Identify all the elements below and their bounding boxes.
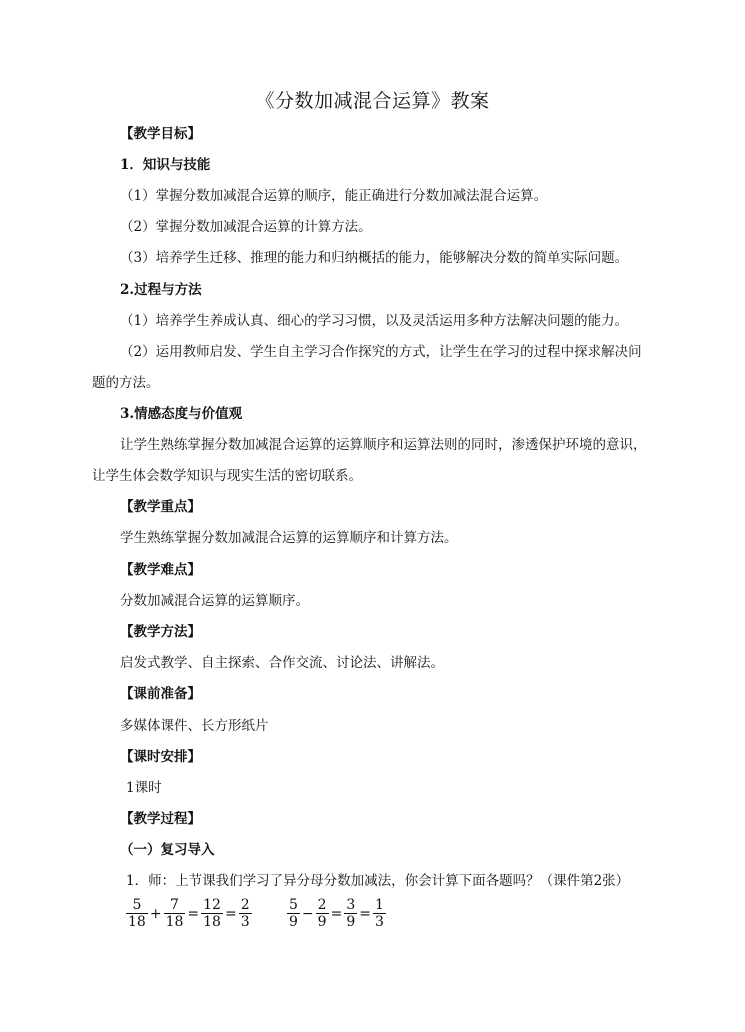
fraction [373,897,386,930]
equation-2 [287,897,386,930]
heading-schedule: 【课时安排】 [120,749,201,765]
denominator: 9 [289,914,298,930]
minus-operator: − [301,905,314,922]
equals-sign: = [330,905,343,922]
fraction [164,897,186,930]
numerator: 2 [240,897,250,913]
numerator: 5 [289,897,298,913]
subheading-process: 2.过程与方法 [120,282,202,298]
denominator: 3 [374,914,384,930]
heading-difficulties: 【教学难点】 [120,562,201,578]
goal-item-1c: （3）培养学生迁移、推理的能力和归纳概括的能力，能够解决分数的简单实际问题。 [120,250,629,266]
denominator: 18 [128,914,146,930]
numerator: 12 [203,897,221,913]
denominator: 9 [346,914,356,930]
preparation-text: 多媒体课件、长方形纸片 [120,718,269,734]
numerator: 1 [374,897,384,913]
equals-sign: = [224,905,237,922]
goal-item-1a: （1）掌握分数加减混合运算的顺序，能正确进行分数加减法混合运算。 [120,188,548,204]
subheading-knowledge: 1．知识与技能 [120,157,211,173]
fraction [239,897,252,930]
equals-sign: = [187,905,200,922]
denominator: 18 [203,914,221,930]
document-title: 《分数加减混合运算》教案 [255,90,490,112]
subheading-attitude: 3.情感态度与价值观 [120,406,243,422]
goal-item-3a-line1: 让学生熟练掌握分数加减混合运算的运算顺序和运算法则的同时，渗透保护环境的意识， [120,437,647,453]
heading-preparation: 【课前准备】 [120,686,201,702]
methods-text: 启发式教学、自主探索、合作交流、讨论法、讲解法。 [120,655,444,671]
fraction [201,897,223,930]
goal-item-3a-line2: 让学生体会数学知识与现实生活的密切联系。 [92,468,362,484]
fraction [287,897,300,930]
goal-item-2b-line2: 题的方法。 [92,375,160,391]
plus-operator: + [149,905,162,922]
fraction [126,897,148,930]
denominator: 9 [317,914,327,930]
section-review-intro: （一）复习导入 [120,842,215,858]
heading-key-points: 【教学重点】 [120,499,201,515]
question-1: 1．师：上节课我们学习了异分母分数加减法，你会计算下面各题吗？（课件第2张） [126,873,630,889]
heading-methods: 【教学方法】 [120,624,201,640]
difficulties-text: 分数加减混合运算的运算顺序。 [120,593,309,609]
schedule-text: 1课时 [126,780,162,796]
goal-item-2a: （1）培养学生养成认真、细心的学习习惯，以及灵活运用多种方法解决问题的能力。 [120,313,629,329]
numerator: 5 [132,897,142,913]
denominator: 18 [165,914,184,930]
key-points-text: 学生熟练掌握分数加减混合运算的运算顺序和计算方法。 [120,530,458,546]
goal-item-1b: （2）掌握分数加减混合运算的计算方法。 [120,219,372,235]
numerator: 3 [346,897,356,913]
goal-item-2b-line1: （2）运用教师启发、学生自主学习合作探究的方式，让学生在学习的过程中探求解决问 [120,344,642,360]
equation-1 [126,897,252,930]
equals-sign: = [359,905,371,922]
denominator: 3 [240,914,250,930]
fraction [344,897,357,930]
heading-goals: 【教学目标】 [120,126,201,142]
numerator: 7 [170,897,179,913]
heading-teaching-process: 【教学过程】 [120,811,201,827]
numerator: 2 [317,897,327,913]
fraction [316,897,329,930]
